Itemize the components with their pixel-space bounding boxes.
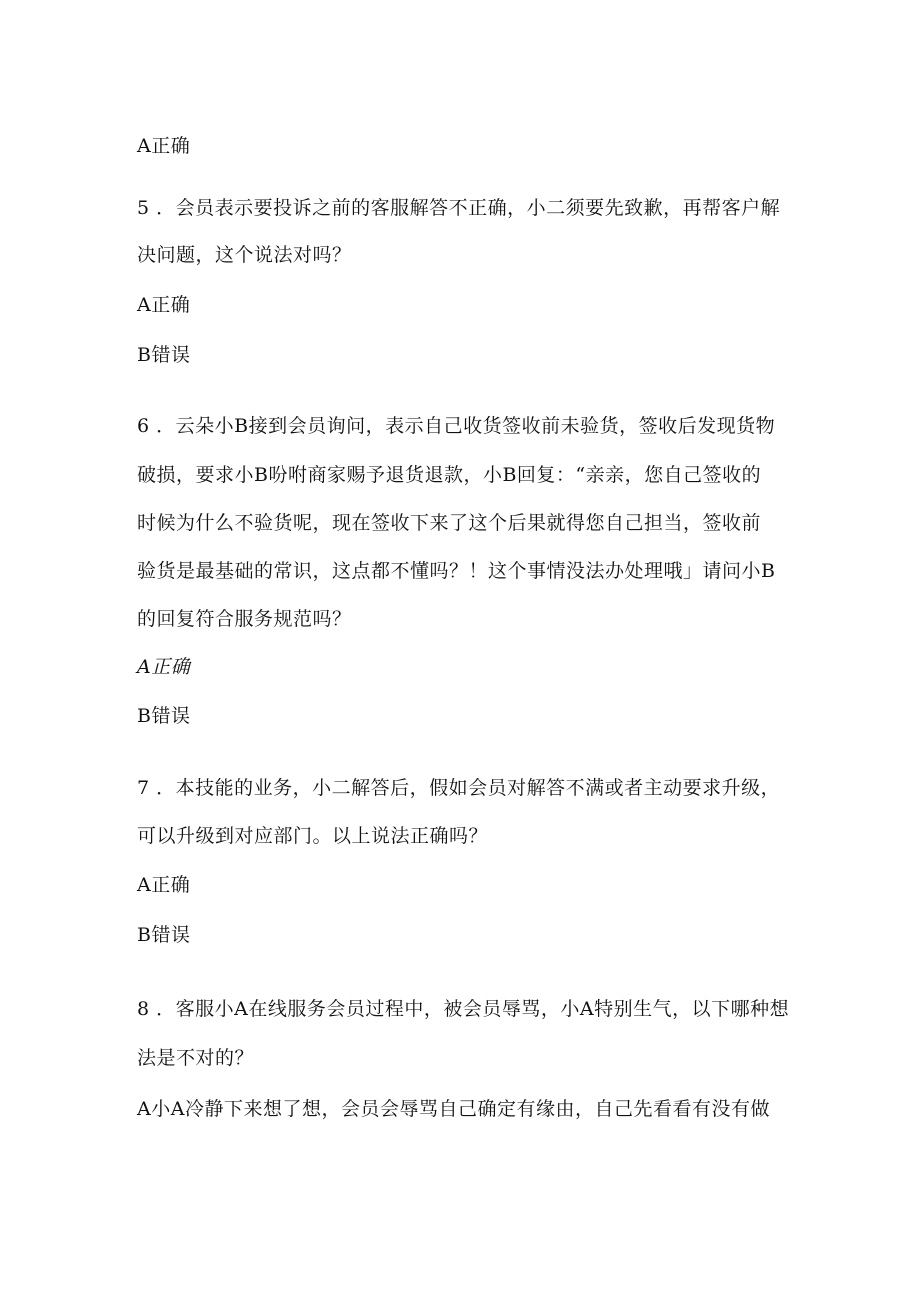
- question-8-text-line-2: 法是不对的？: [137, 1047, 255, 1069]
- question-5-text-line-1: 5 ．会员表示要投诉之前的客服解答不正确，小二须要先致歉，再帮客户解: [137, 197, 781, 219]
- question-6-option-b: B错误: [137, 705, 191, 727]
- question-6-text-line-5: 的回复符合服务规范吗？: [137, 608, 352, 630]
- question-6-text-line-4: 验货是最基础的常识，这点都不懂吗？！这个事情没法办处理哦」请问小B: [137, 560, 776, 582]
- question-6-option-a: A正确: [137, 656, 191, 678]
- question-7-text-line-1: 7 ．本技能的业务，小二解答后，假如会员对解答不满或者主动要求升级，: [137, 777, 781, 799]
- answer-option-a: A正确: [137, 135, 191, 157]
- question-6-text-line-3: 时候为什么不验货呢，现在签收下来了这个后果就得您自己担当，签收前: [137, 512, 762, 534]
- question-6-text-line-1: 6 ．云朵小B接到会员询问，表示自己收货签收前未验货，签收后发现货物: [137, 415, 776, 437]
- question-5-option-b: B错误: [137, 344, 191, 366]
- question-7-option-a: A正确: [137, 874, 191, 896]
- question-7-text-line-2: 可以升级到对应部门。以上说法正确吗？: [137, 825, 489, 847]
- question-8-text-line-1: 8 ．客服小A在线服务会员过程中，被会员辱骂，小A特别生气，以下哪种想: [137, 998, 790, 1020]
- question-7-option-b: B错误: [137, 924, 191, 946]
- question-5-option-a: A正确: [137, 294, 191, 316]
- question-8-option-a: A小A冷静下来想了想，会员会辱骂自己确定有缘由，自己先看看有没有做: [137, 1098, 770, 1120]
- question-6-text-line-2: 破损，要求小B吩咐商家赐予退货退款，小B回复：“亲亲，您自己签收的: [137, 464, 762, 486]
- question-5-text-line-2: 决问题，这个说法对吗？: [137, 244, 352, 266]
